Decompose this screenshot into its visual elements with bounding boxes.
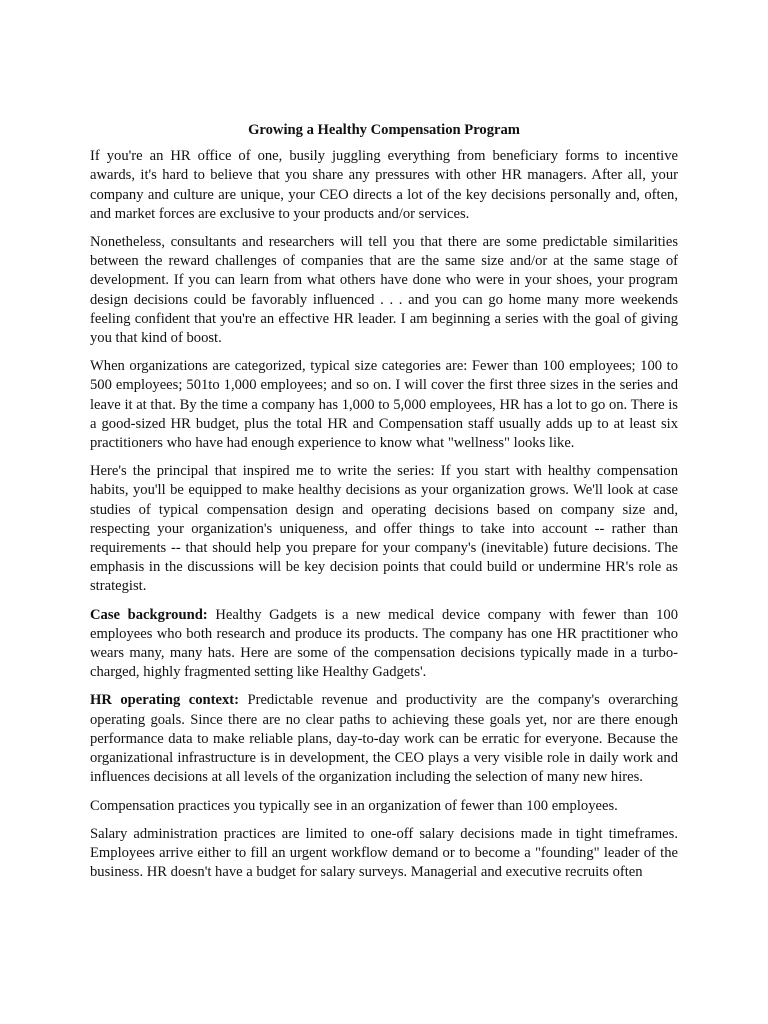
paragraph-hr-operating-context bbox=[90, 691, 678, 787]
paragraph-text: Nonetheless, consultants and researchers will tell you that there are some predictable similarities between the reward challenges of companies that are the same size and/or at the same stage of development. If you can learn from what others have done who were in your shoes, your program design decisions could be favorably influenced . . . and you can go home many more weekends feeling confident that you're an effective HR leader. I am beginning a series with the goal of giving you that kind of boost. bbox=[90, 234, 678, 347]
paragraph-similarities bbox=[90, 233, 678, 348]
paragraph-lead-heading: Case background: bbox=[90, 606, 208, 623]
paragraph-text: Here's the principal that inspired me to write the series: If you start with healthy compensation habits, you'll be equipped to make healthy decisions as your organization grows. We'll look at case studies of typical compensation design and operating decisions based on company size and, respecting your organization's uniqueness, and offer things to take into account -- rather than requirements -- that should help you prepare for your company's (inevitable) future decisions. The emphasis in the discussions will be key decision points that could build or undermine HR's role as strategist. bbox=[90, 463, 678, 595]
paragraph-text: Predictable revenue and productivity are the company's overarching operating goals. Since there are no clear paths to achieving these goals yet, nor are there enough performance data to make reliable plans, day-to-day work can be erratic for everyone. Because the organizational infrastructure is in development, the CEO plays a very visible role in daily work and influences decisions at all levels of the organization including the selection of many new hires. bbox=[90, 692, 678, 786]
document-title: Growing a Healthy Compensation Program bbox=[248, 122, 520, 138]
paragraph-text: If you're an HR office of one, busily juggling everything from beneficiary forms to incentive awards, it's hard to believe that you share any pressures with other HR managers. After all, your company and culture are unique, your CEO directs a lot of the key decisions personally and, often, and market forces are exclusive to your products and/or services. bbox=[90, 148, 678, 222]
paragraph-intro bbox=[90, 147, 678, 224]
paragraph-text: Compensation practices you typically see in an organization of fewer than 100 employees. bbox=[90, 797, 618, 814]
paragraph-lead-heading: HR operating context: bbox=[90, 692, 240, 709]
paragraph-case-background bbox=[90, 606, 678, 683]
paragraph-text: Salary administration practices are limited to one-off salary decisions made in tight timeframes. Employees arrive either to fill an urgent workflow demand or to become a "founding" leader of the business. HR doesn't have a budget for salary surveys. Managerial and executive recruits often bbox=[90, 825, 678, 881]
paragraph-series-principle bbox=[90, 462, 678, 596]
paragraph-text: When organizations are categorized, typical size categories are: Fewer than 100 employees; 100 to 500 employees; 501to 1,000 employees; and so on. I will cover the first three sizes in the series and leave it at that. By the time a company has 1,000 to 5,000 employees, HR has a lot to go on. There is a good-sized HR budget, plus the total HR and Compensation staff usually adds up to at least six practitioners who have had enough experience to know what "wellness" looks like. bbox=[90, 358, 678, 452]
paragraph-practices-heading bbox=[90, 797, 678, 816]
paragraph-text: Healthy Gadgets is a new medical device company with fewer than 100 employees who both research and produce its products. The company has one HR practitioner who wears many, many hats. Here are some of the compensation decisions typically made in a turbo-charged, highly fragmented setting like Healthy Gadgets'. bbox=[90, 606, 678, 681]
paragraph-salary-administration bbox=[90, 825, 678, 883]
paragraph-size-categories bbox=[90, 357, 678, 453]
document-body bbox=[90, 121, 678, 891]
